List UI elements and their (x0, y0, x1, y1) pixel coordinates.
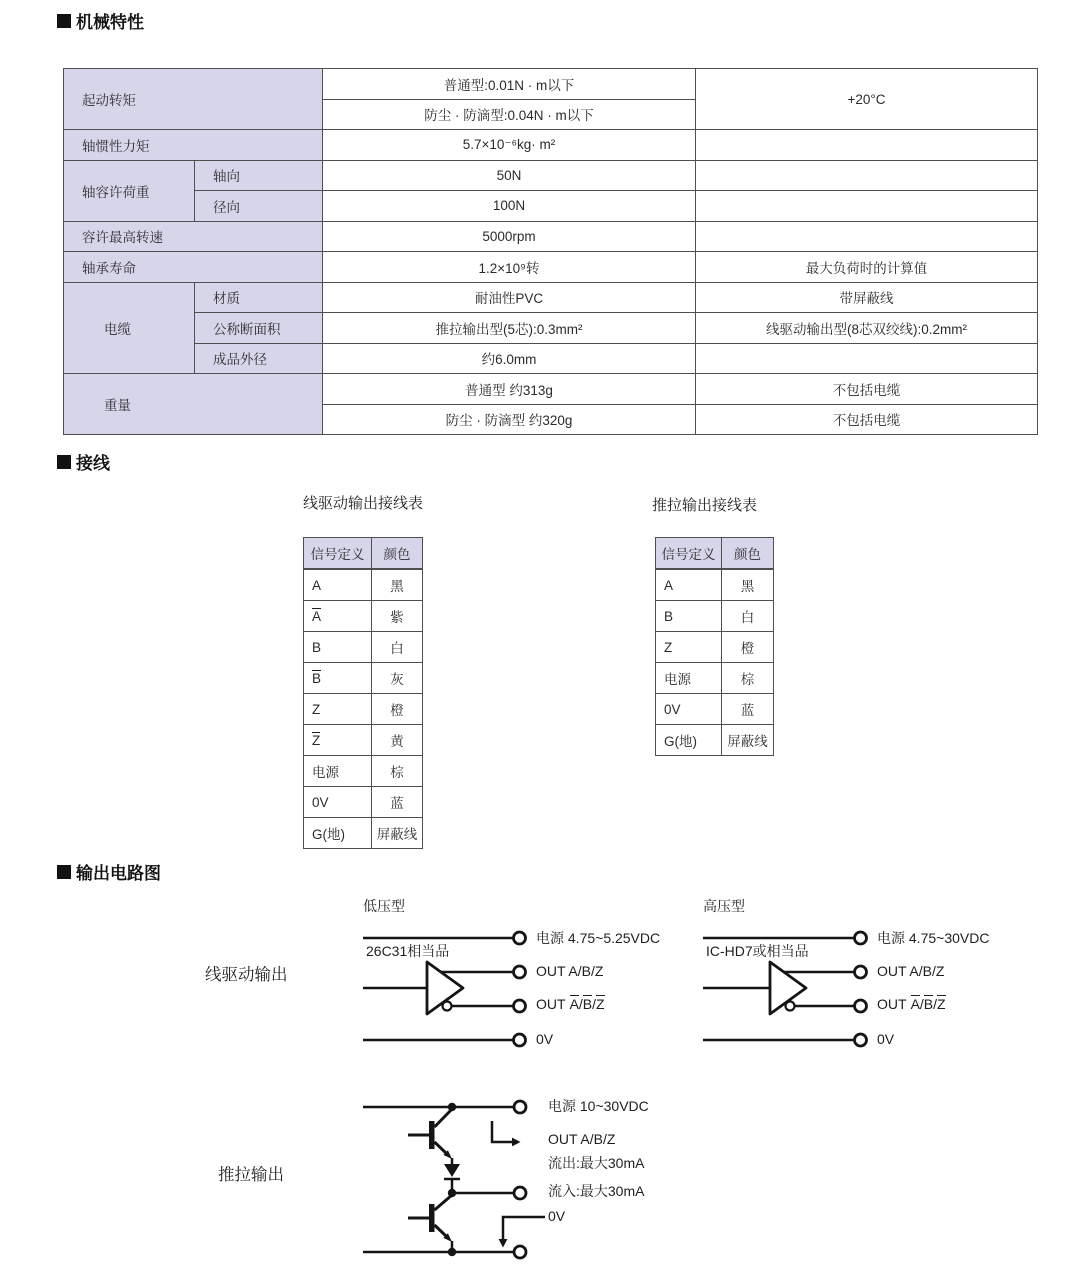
table-row (304, 725, 423, 756)
terminal (855, 1034, 867, 1046)
cell-note: 不包括电缆 (696, 374, 1038, 405)
signal-name: Z (664, 639, 673, 655)
current-out-arrow (492, 1121, 512, 1142)
row-label: 轴容许荷重 (64, 160, 195, 221)
junction-dot (448, 1248, 456, 1256)
wire-color: 屏蔽线 (372, 818, 423, 849)
table-row (64, 252, 1038, 283)
table-row (304, 632, 423, 663)
table-row (304, 569, 423, 601)
cell-value: 防尘 · 防滴型 约320g (323, 404, 696, 435)
out-inverted-label (877, 995, 946, 1013)
wire-color: 橙 (372, 694, 423, 725)
terminal (855, 1000, 867, 1012)
low-voltage-type-label: 低压型 (363, 898, 405, 914)
cell-value: 50N (323, 160, 696, 191)
cell-note: 线驱动输出型(8芯双绞线):0.2mm² (696, 313, 1038, 344)
signal-name: B (312, 639, 322, 655)
cell-value: 耐油性PVC (323, 282, 696, 313)
zero-volt-label: 0V (536, 1031, 554, 1047)
cell-value: 普通型:0.01N · m以下 (323, 69, 696, 100)
table-header-row (304, 538, 423, 570)
row-label: 电缆 (64, 282, 195, 374)
inverted-b: B (923, 996, 934, 1012)
signal-name: A (312, 577, 322, 593)
transistor-icon (429, 1121, 435, 1149)
empty-cell (696, 221, 1038, 252)
table-row (304, 694, 423, 725)
terminal (514, 1101, 526, 1113)
cell-value: 普通型 约313g (323, 374, 696, 405)
row-label: 轴承寿命 (64, 252, 323, 283)
separator: / (919, 996, 924, 1012)
wire-color: 白 (372, 632, 423, 663)
signal-name: G(地) (312, 827, 345, 842)
cell-value: 约6.0mm (323, 343, 696, 374)
wire-color: 黑 (372, 569, 423, 601)
row-label: 容许最高转速 (64, 221, 323, 252)
table-row (304, 601, 423, 632)
table-row (304, 756, 423, 787)
output-circuit-diagrams (0, 890, 1091, 1276)
column-header-signal: 信号定义 (656, 538, 722, 570)
column-header-signal: 信号定义 (304, 538, 372, 570)
section-title: 机械特性 (76, 13, 144, 32)
ic-label: 26C31相当品 (366, 943, 450, 959)
separator: / (933, 996, 938, 1012)
out-label: OUT A/B/Z (877, 963, 945, 979)
row-label: 重量 (64, 374, 323, 435)
cell-note: 最大负荷时的计算值 (696, 252, 1038, 283)
wire-color: 黑 (722, 569, 774, 601)
terminal (514, 1034, 526, 1046)
row-label: 轴惯性力矩 (64, 130, 323, 161)
cell-note: 带屏蔽线 (696, 282, 1038, 313)
inverter-bubble-icon (443, 1002, 452, 1011)
inverted-z: Z (596, 996, 605, 1012)
arrowhead-icon (499, 1239, 508, 1248)
table-row (304, 787, 423, 818)
wire-color: 蓝 (722, 694, 774, 725)
table-row (656, 694, 774, 725)
terminal (514, 1187, 526, 1199)
out-label: OUT A/B/Z (548, 1131, 616, 1147)
zero-volt-label: 0V (877, 1031, 895, 1047)
empty-cell (696, 191, 1038, 222)
cell-value: 推拉输出型(5芯):0.3mm² (323, 313, 696, 344)
section-title: 接线 (76, 454, 110, 473)
line-driver-wiring-table (303, 537, 423, 849)
arrowhead-icon (512, 1138, 521, 1147)
cell-note: +20°C (696, 69, 1038, 130)
signal-name-inverted: Z (312, 732, 321, 748)
signal-name: Z (312, 701, 321, 717)
circuit-label-push-pull: 推拉输出 (218, 1166, 284, 1184)
table-row (64, 313, 1038, 344)
table-row (64, 343, 1038, 374)
terminal (514, 1246, 526, 1258)
cell-value: 5.7×10⁻⁶kg· m² (323, 130, 696, 161)
circuit-diagram-svg (0, 890, 1091, 1276)
sub-label: 材质 (195, 282, 323, 313)
circuit-label-line-driver: 线驱动输出 (205, 966, 288, 984)
terminal (514, 966, 526, 978)
sub-label: 轴向 (195, 160, 323, 191)
table-row (64, 191, 1038, 222)
section-marker-icon (57, 455, 71, 469)
out-label: OUT A/B/Z (536, 963, 604, 979)
sub-label: 成品外径 (195, 343, 323, 374)
push-pull-table-title: 推拉输出接线表 (652, 497, 758, 514)
table-row (64, 160, 1038, 191)
cell-note: 不包括电缆 (696, 404, 1038, 435)
transistor-icon (429, 1204, 435, 1232)
line-driver-table-title: 线驱动输出接线表 (303, 495, 424, 512)
empty-cell (696, 130, 1038, 161)
signal-name-inverted: A (312, 608, 322, 624)
table-row (656, 569, 774, 601)
terminal (855, 932, 867, 944)
table-row (656, 601, 774, 632)
signal-name: A (664, 577, 674, 593)
cell-value: 100N (323, 191, 696, 222)
table-row (64, 130, 1038, 161)
wire-color: 橙 (722, 632, 774, 663)
power-label: 电源 4.75~5.25VDC (536, 930, 661, 946)
section-heading-wiring (57, 449, 110, 474)
cell-value: 1.2×10⁹转 (323, 252, 696, 283)
wire-color: 白 (722, 601, 774, 632)
table-row (64, 69, 1038, 100)
table-row (656, 725, 774, 756)
empty-cell (696, 343, 1038, 374)
sub-label: 公称断面积 (195, 313, 323, 344)
separator: / (592, 996, 597, 1012)
table-row (304, 663, 423, 694)
wire-color: 蓝 (372, 787, 423, 818)
sub-label: 径向 (195, 191, 323, 222)
wire-color: 紫 (372, 601, 423, 632)
wire-color: 黄 (372, 725, 423, 756)
diode-icon (444, 1164, 460, 1177)
power-label: 电源 4.75~30VDC (877, 930, 990, 946)
zero-volt-label: 0V (548, 1208, 566, 1224)
wire-color: 棕 (722, 663, 774, 694)
out-prefix: OUT (877, 996, 907, 1012)
high-voltage-type-label: 高压型 (703, 898, 745, 914)
terminal (855, 966, 867, 978)
table-row (304, 818, 423, 849)
table-row (656, 663, 774, 694)
push-pull-circuit (363, 1101, 545, 1258)
signal-name: G(地) (664, 734, 697, 749)
column-header-color: 颜色 (722, 538, 774, 570)
inverted-z: Z (937, 996, 946, 1012)
section-heading-circuit (57, 859, 161, 884)
inverter-bubble-icon (786, 1002, 795, 1011)
cell-value: 防尘 · 防滴型:0.04N · m以下 (323, 99, 696, 130)
signal-name: 0V (664, 701, 681, 717)
signal-name: 电源 (664, 672, 691, 687)
out-inverted-label (536, 995, 605, 1013)
wire-color: 屏蔽线 (722, 725, 774, 756)
signal-name: B (664, 608, 674, 624)
wire-color: 灰 (372, 663, 423, 694)
table-row (64, 374, 1038, 405)
mechanical-spec-table (63, 68, 1038, 435)
ic-label: IC-HD7或相当品 (706, 943, 809, 959)
current-in-arrow (503, 1217, 545, 1239)
table-row (64, 282, 1038, 313)
signal-name: 电源 (312, 765, 339, 780)
inverted-a: A (910, 996, 920, 1012)
terminal (514, 1000, 526, 1012)
section-marker-icon (57, 865, 71, 879)
section-title: 输出电路图 (76, 864, 161, 883)
wire-color: 棕 (372, 756, 423, 787)
source-current-label: 流出:最大30mA (548, 1155, 645, 1171)
push-pull-wiring-table (655, 537, 774, 756)
inverted-a: A (569, 996, 579, 1012)
sink-current-label: 流入:最大30mA (548, 1183, 645, 1199)
table-header-row (656, 538, 774, 570)
signal-name: 0V (312, 794, 329, 810)
power-label: 电源 10~30VDC (548, 1098, 649, 1114)
section-heading-mechanical (57, 8, 144, 33)
table-row (656, 632, 774, 663)
empty-cell (696, 160, 1038, 191)
cell-value: 5000rpm (323, 221, 696, 252)
table-row (64, 221, 1038, 252)
inverted-b: B (582, 996, 593, 1012)
row-label: 起动转矩 (64, 69, 323, 130)
column-header-color: 颜色 (372, 538, 423, 570)
separator: / (578, 996, 583, 1012)
terminal (514, 932, 526, 944)
section-marker-icon (57, 14, 71, 28)
out-prefix: OUT (536, 996, 566, 1012)
signal-name-inverted: B (312, 670, 322, 686)
